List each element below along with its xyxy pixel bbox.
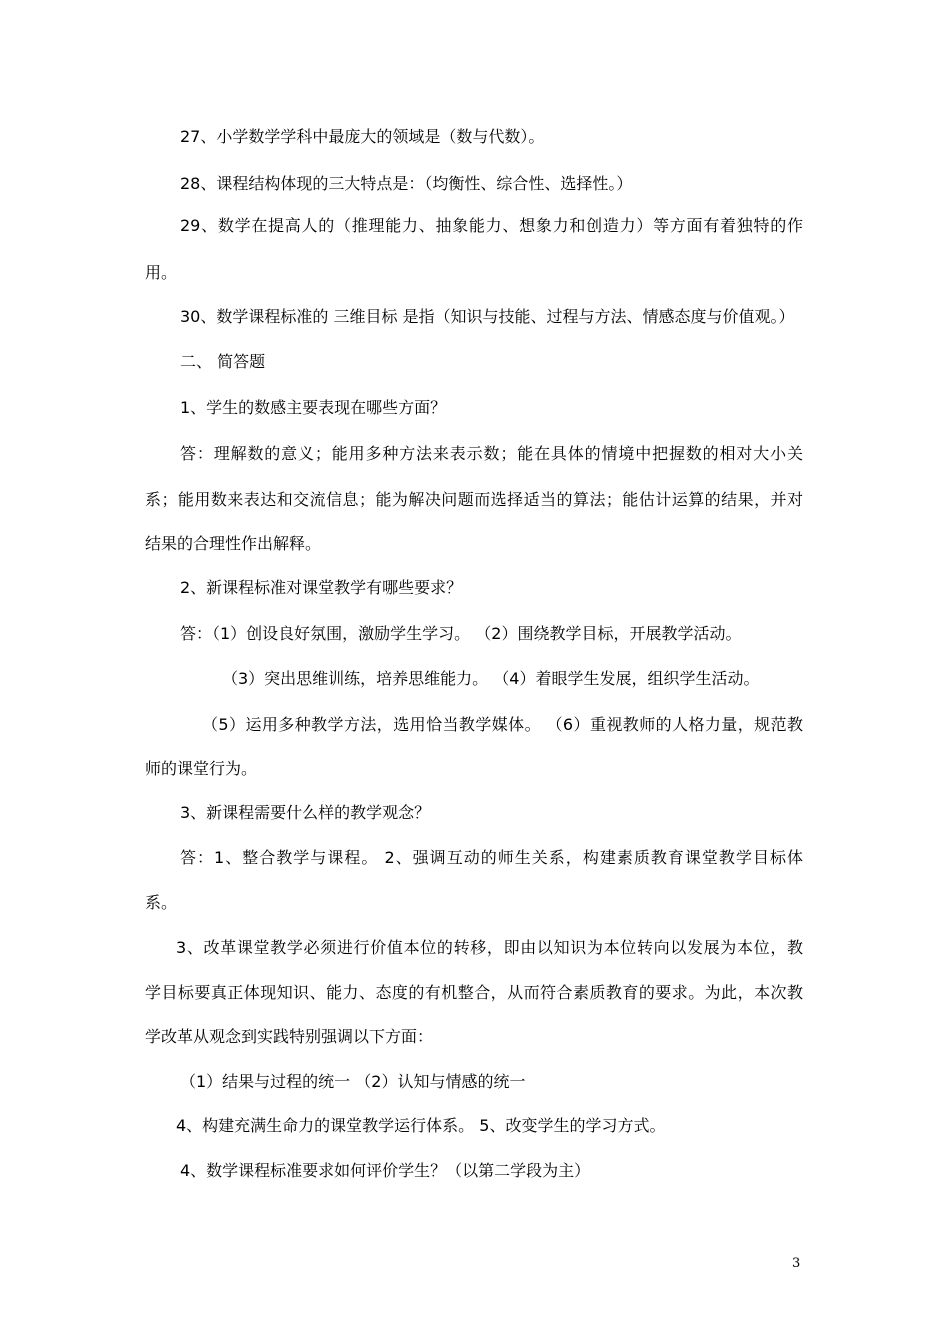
question-3: 3、新课程需要什么样的教学观念？ (180, 803, 431, 822)
text-line-q27: 27、小学数学学科中最庞大的领域是（数与代数）。 (180, 127, 545, 146)
answer-2-line-4: 师的课堂行为。 (145, 759, 258, 778)
answer-3-line-4: 学目标要真正体现知识、能力、态度的有机整合，从而符合素质教育的要求。为此，本次教 (145, 983, 803, 1002)
text-line-q30: 30、数学课程标准的 三维目标 是指（知识与技能、过程与方法、情感态度与价值观。） (180, 307, 795, 326)
answer-1-line-2: 系；能用数来表达和交流信息；能为解决问题而选择适当的算法；能估计运算的结果，并对 (145, 490, 803, 509)
answer-1-line-3: 结果的合理性作出解释。 (145, 534, 322, 553)
text-line-q28: 28、课程结构体现的三大特点是：（均衡性、综合性、选择性。） (180, 174, 633, 193)
text-line-q29: 29、数学在提高人的（推理能力、抽象能力、想象力和创造力）等方面有着独特的作 (180, 216, 803, 235)
answer-3-line-3: 3、改革课堂教学必须进行价值本位的转移，即由以知识为本位转向以发展为本位，教 (176, 938, 803, 957)
answer-1-line-1: 答：理解数的意义；能用多种方法来表示数；能在具体的情境中把握数的相对大小关 (180, 444, 803, 463)
answer-3-line-7: 4、构建充满生命力的课堂教学运行体系。 5、改变学生的学习方式。 (176, 1116, 666, 1135)
section-heading: 二、 简答题 (180, 352, 266, 371)
answer-2-line-2: （3）突出思维训练，培养思维能力。 （4）着眼学生发展，组织学生活动。 (222, 669, 760, 688)
text-line-q29-cont: 用。 (145, 263, 178, 282)
answer-2-line-1: 答：（1）创设良好氛围，激励学生学习。 （2）围绕教学目标，开展教学活动。 (180, 624, 742, 643)
answer-3-line-1: 答：1、整合教学与课程。 2、强调互动的师生关系，构建素质教育课堂教学目标体 (180, 848, 803, 867)
answer-3-line-6: （1）结果与过程的统一 （2）认知与情感的统一 (180, 1072, 526, 1091)
answer-2-line-3: （5）运用多种教学方法，选用恰当教学媒体。 （6）重视教师的人格力量，规范教 (202, 715, 803, 734)
page-number: 3 (792, 1256, 801, 1271)
answer-3-line-5: 学改革从观念到实践特别强调以下方面： (145, 1027, 434, 1046)
question-1: 1、学生的数感主要表现在哪些方面？ (180, 398, 447, 417)
question-4: 4、数学课程标准要求如何评价学生？（以第二学段为主） (180, 1161, 591, 1180)
question-2: 2、新课程标准对课堂教学有哪些要求？ (180, 578, 463, 597)
answer-3-line-2: 系。 (145, 893, 178, 912)
